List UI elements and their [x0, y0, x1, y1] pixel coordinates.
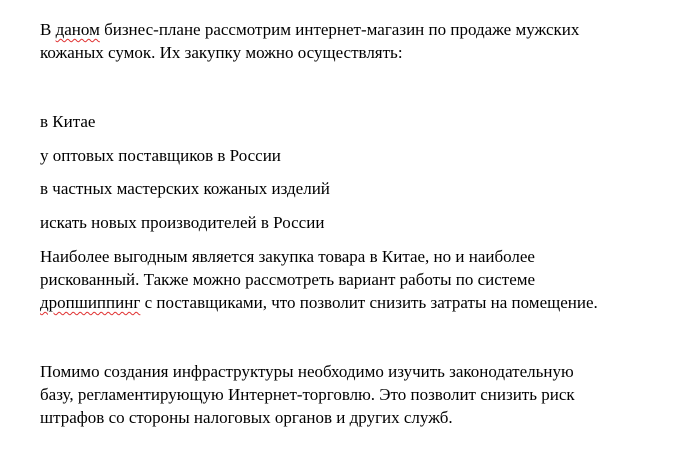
paragraph-2-line-2: рискованный. Также можно рассмотреть вариант работы по системе	[40, 270, 536, 289]
intro-line-2: кожаных сумок. Их закупку можно осуществлять:	[40, 43, 403, 62]
intro-line-1-pre: В	[40, 20, 56, 39]
option-item-china: в Китае	[40, 112, 96, 131]
option-item-wholesale: у оптовых поставщиков в России	[40, 146, 281, 165]
paragraph-3-line-1: Помимо создания инфраструктуры необходимо изучить законодательную	[40, 362, 574, 381]
misspelled-word[interactable]: даном	[55, 20, 100, 39]
intro-line-1-post: бизнес-плане рассмотрим интернет-магазин по продаже мужских	[99, 20, 580, 39]
misspelled-word[interactable]: дропшиппинг	[40, 293, 141, 312]
option-item-new-producers: искать новых производителей в России	[40, 213, 325, 232]
option-item-workshops: в частных мастерских кожаных изделий	[40, 179, 330, 198]
paragraph-2-line-1: Наиболее выгодным является закупка товара в Китае, но и наиболее	[40, 247, 535, 266]
intro-line-1	[40, 19, 579, 41]
paragraph-2-line-3	[40, 292, 598, 314]
paragraph-3-line-2: базу, регламентирующую Интернет-торговлю. Это позволит снизить риск	[40, 385, 575, 404]
paragraph-2-line-3-post: с поставщиками, что позволит снизить затраты на помещение.	[140, 293, 598, 312]
paragraph-3-line-3: штрафов со стороны налоговых органов и других служб.	[40, 408, 453, 427]
